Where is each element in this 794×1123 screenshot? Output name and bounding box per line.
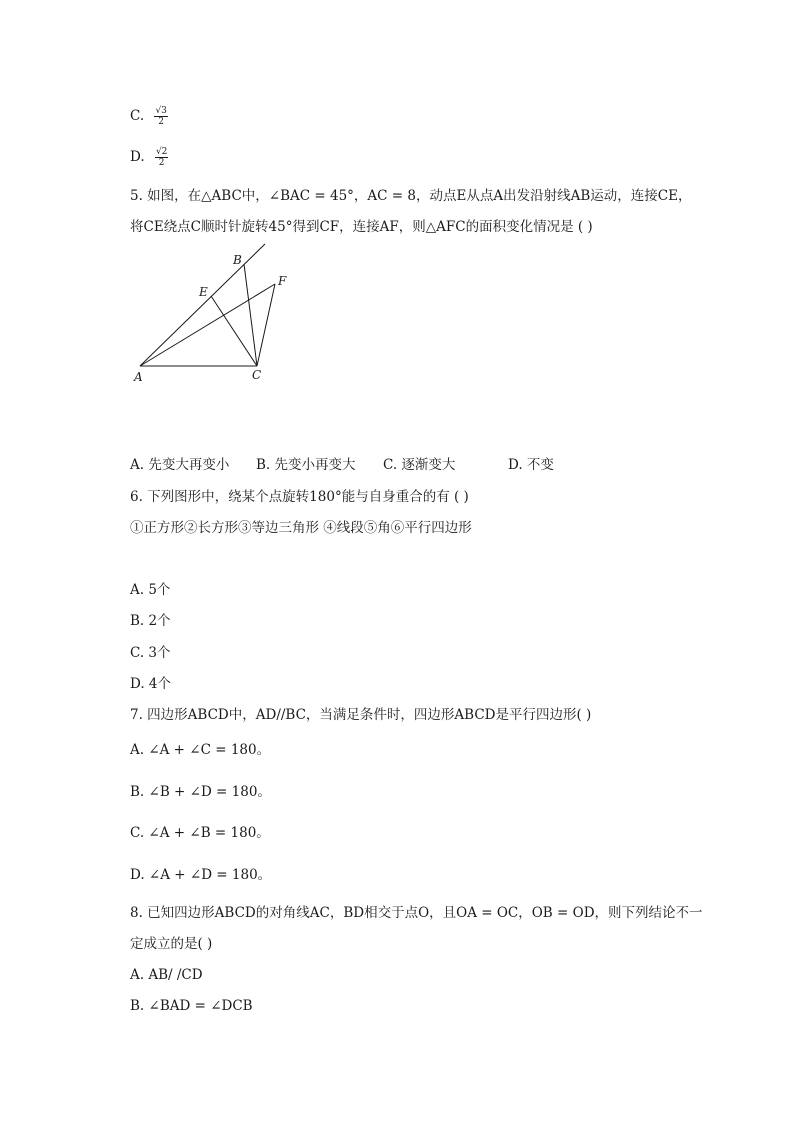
q6-option-c: C. 3个 xyxy=(130,645,171,661)
q4-option-d xyxy=(130,147,168,168)
option-letter: C. xyxy=(130,108,145,124)
fraction xyxy=(155,147,168,168)
q6-items: ①正方形②长方形③等边三角形 ④线段⑤角⑥平行四边形 xyxy=(130,520,472,536)
q7-stem: 7. 四边形ABCD中，AD//BC，当满足条件时，四边形ABCD是平行四边形( ) xyxy=(130,707,592,723)
q5-option-b: B. 先变小再变大 xyxy=(256,457,356,473)
q5-stem-line2: 将CE绕点C顺时针旋转45°得到CF，连接AF，则△AFC的面积变化情况是 ( ) xyxy=(130,219,593,235)
q6-option-b: B. 2个 xyxy=(130,613,171,629)
segment-cf xyxy=(257,284,275,366)
fraction-numerator: √2 xyxy=(155,147,168,157)
label-a: A xyxy=(134,370,143,384)
label-e: E xyxy=(199,285,208,299)
q5-figure xyxy=(120,238,320,388)
q8-stem-line1: 8. 已知四边形ABCD的对角线AC，BD相交于点O，且OA = OC，OB = OD，则下列结论不一 xyxy=(130,905,703,921)
segment-ce xyxy=(211,296,257,366)
q6-stem: 6. 下列图形中，绕某个点旋转180°能与自身重合的有 ( ) xyxy=(130,489,469,505)
q8-option-a: A. AB/ /CD xyxy=(130,967,203,983)
q7-option-a: A. ∠A + ∠C = 180。 xyxy=(130,742,271,758)
q8-option-b: B. ∠BAD = ∠DCB xyxy=(130,998,253,1014)
q5-stem-line1: 5. 如图，在△ABC中，∠BAC = 45°，AC = 8，动点E从点A出发沿射线AB运动，连接CE， xyxy=(130,188,692,204)
q4-option-c xyxy=(130,106,168,127)
q7-option-c: C. ∠A + ∠B = 180。 xyxy=(130,825,270,841)
q5-option-d: D. 不变 xyxy=(508,457,554,473)
label-b: B xyxy=(233,253,242,267)
fraction-numerator: √3 xyxy=(155,106,167,116)
fraction-denominator: 2 xyxy=(158,158,165,168)
q6-option-a: A. 5个 xyxy=(130,582,171,598)
q7-option-d: D. ∠A + ∠D = 180。 xyxy=(130,867,272,883)
label-c: C xyxy=(252,368,262,382)
fraction-denominator: 2 xyxy=(158,117,165,127)
fraction xyxy=(154,106,167,127)
segment-bc xyxy=(244,264,257,366)
q5-option-a: A. 先变大再变小 xyxy=(130,457,230,473)
q8-stem-line2: 定成立的是( ) xyxy=(130,936,213,952)
label-f: F xyxy=(278,274,287,288)
ray-ab xyxy=(140,244,265,366)
option-letter: D. xyxy=(130,149,145,165)
q7-option-b: B. ∠B + ∠D = 180。 xyxy=(130,784,271,800)
q5-option-c: C. 逐渐变大 xyxy=(383,457,456,473)
q6-option-d: D. 4个 xyxy=(130,676,172,692)
